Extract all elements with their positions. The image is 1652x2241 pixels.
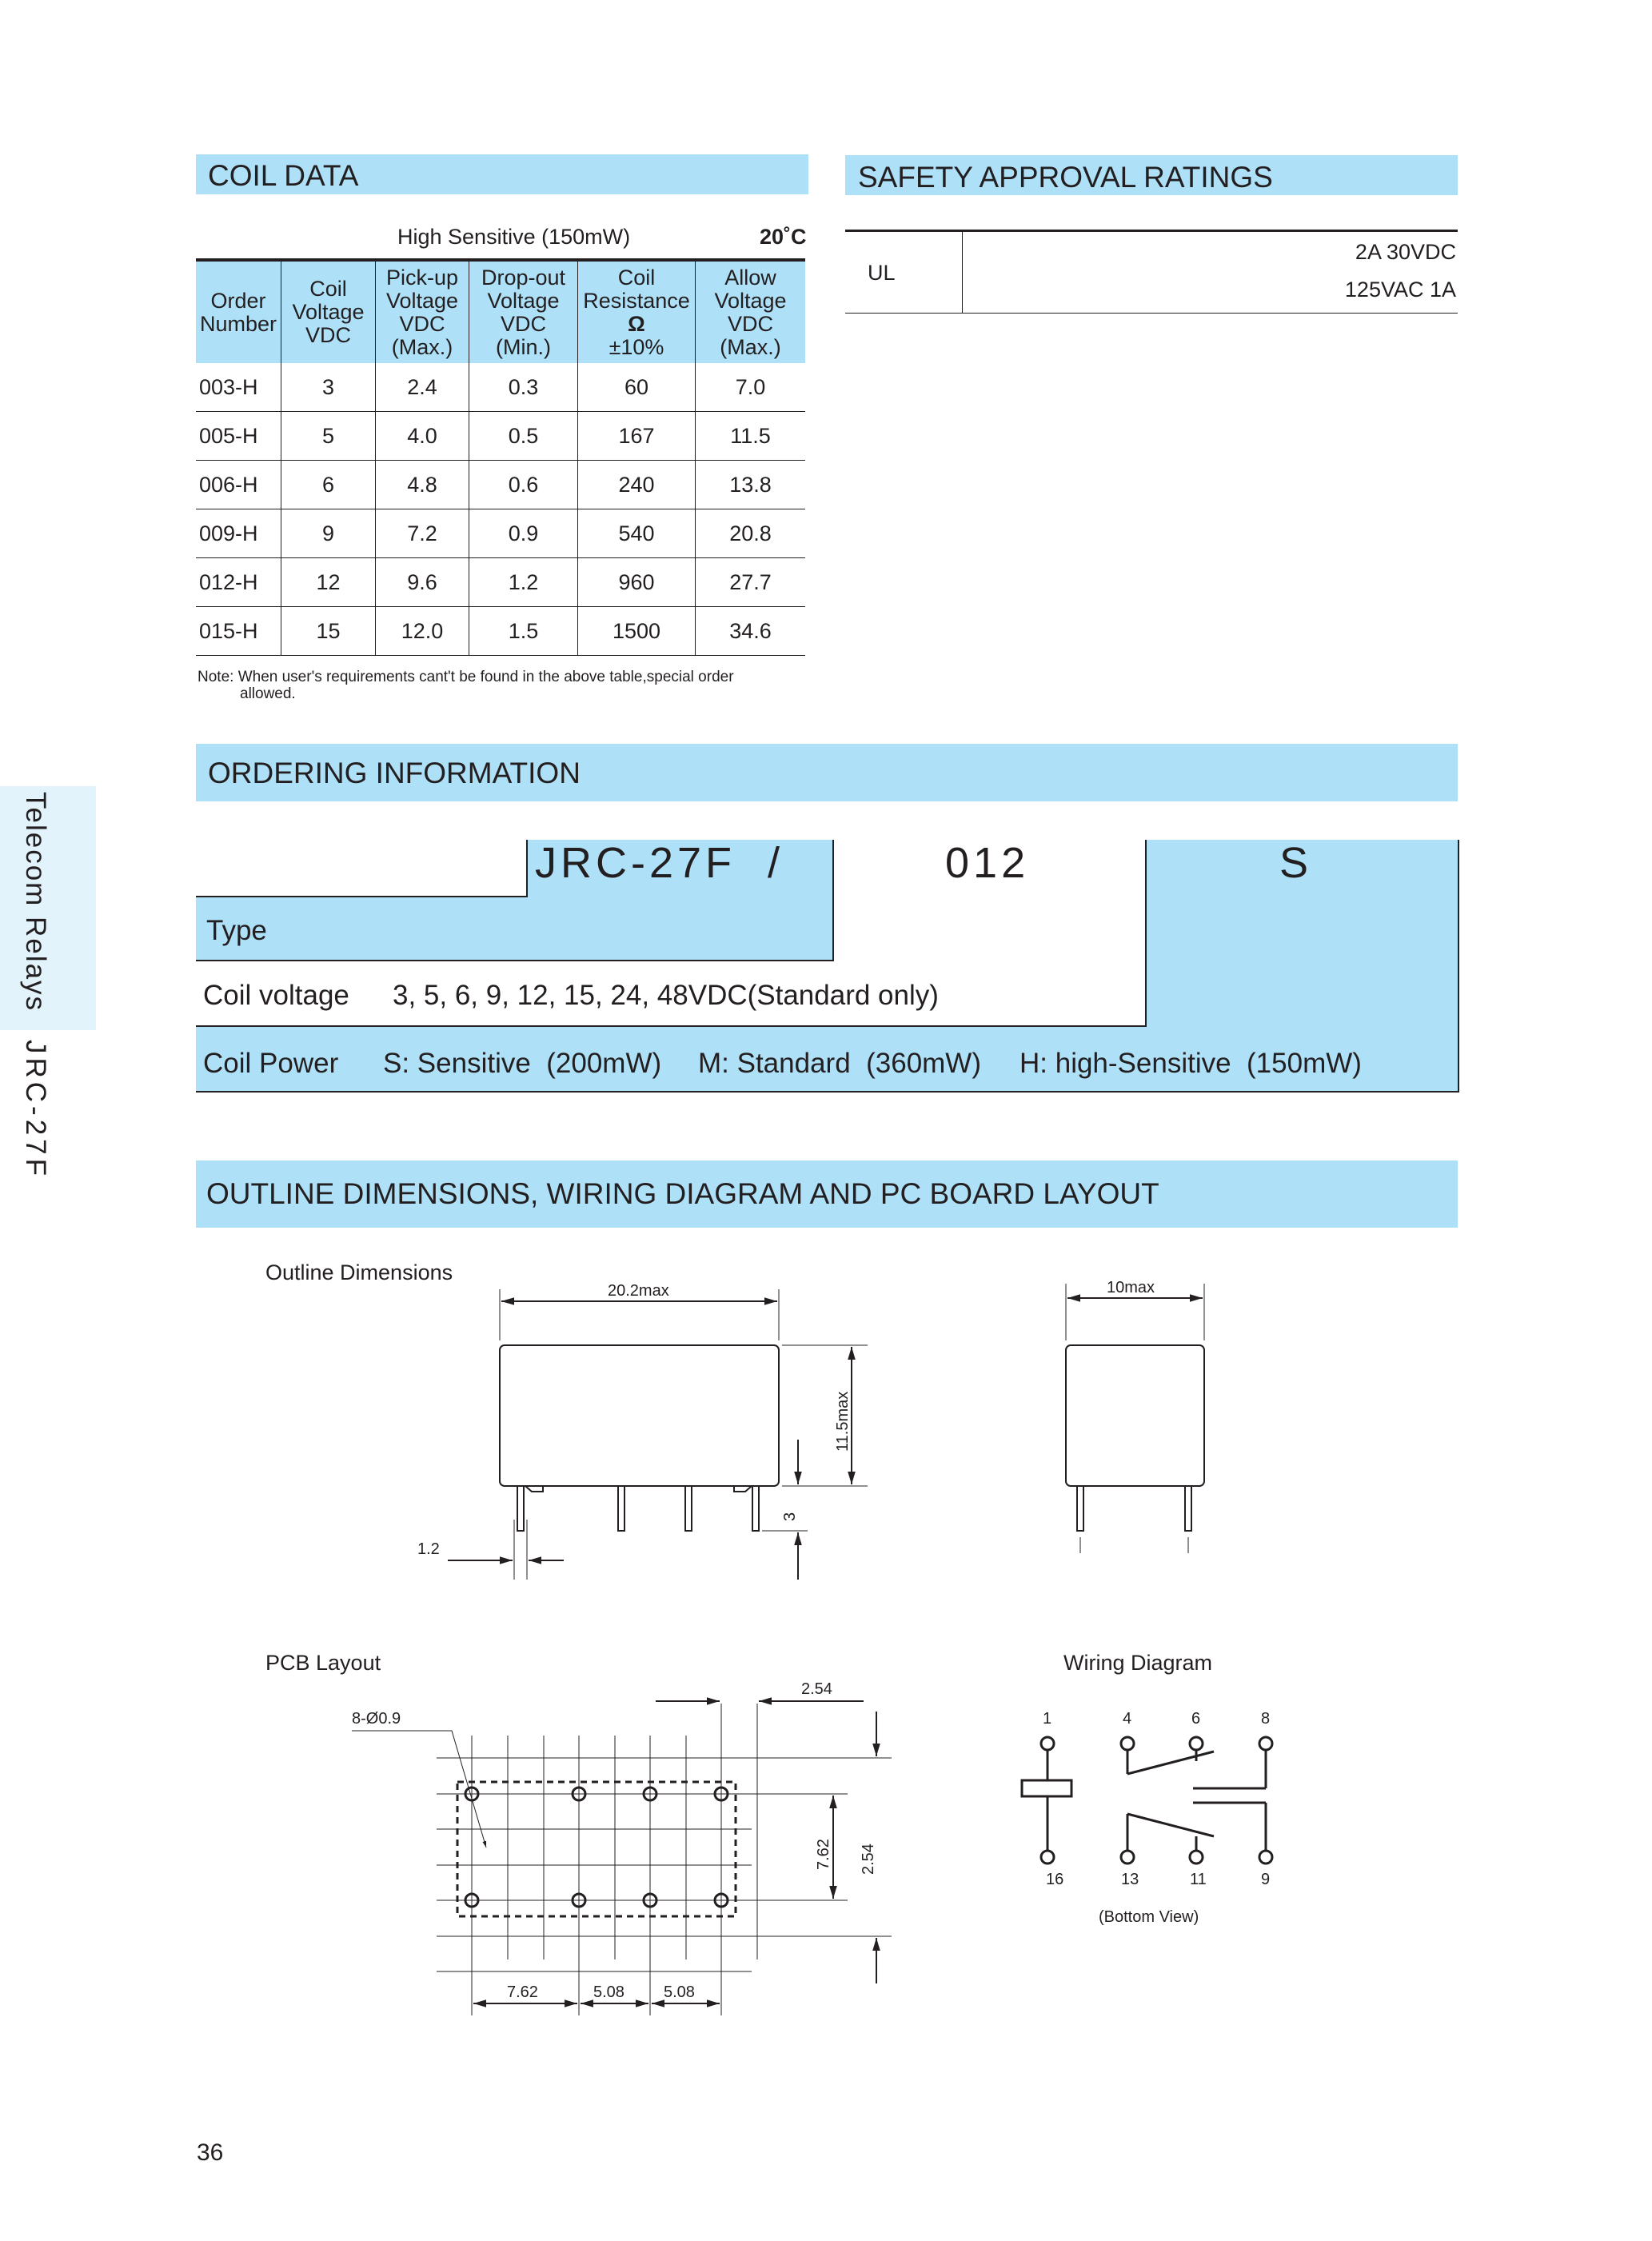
pin-top-1: 1 bbox=[1043, 1710, 1052, 1728]
cell-order-number: 012-H bbox=[196, 558, 281, 607]
part-model: JRC-27F / bbox=[535, 839, 784, 887]
power-box-left bbox=[1145, 840, 1147, 1027]
pin-1-shoulder bbox=[525, 1486, 543, 1492]
pin-bottom-16: 16 bbox=[1046, 1871, 1064, 1888]
cell-coil-voltage: 12 bbox=[281, 558, 376, 607]
pcb-pitch-top: 2.54 bbox=[801, 1680, 832, 1698]
coil-power-m: M: Standard (360mW) bbox=[698, 1048, 981, 1079]
coil-voltage-label: Coil voltage bbox=[203, 980, 349, 1011]
pin-top-6: 6 bbox=[1191, 1710, 1201, 1728]
table-row bbox=[196, 363, 805, 412]
cell-coil-voltage: 6 bbox=[281, 461, 376, 509]
coil-note-line1: Note: When user's requirements cant't be found in the above table,special order bbox=[198, 669, 734, 685]
table-row bbox=[196, 461, 805, 509]
power-box-right bbox=[1458, 840, 1459, 1093]
cell-resistance: 240 bbox=[578, 461, 696, 509]
safety-rule-bottom bbox=[845, 313, 1458, 314]
safety-rating-2: 125VAC 1A bbox=[1344, 278, 1456, 302]
pin-2 bbox=[618, 1486, 624, 1531]
cell-allow: 7.0 bbox=[696, 363, 806, 412]
table-row bbox=[196, 412, 805, 461]
cell-allow: 13.8 bbox=[696, 461, 806, 509]
coil-voltage-value: 3, 5, 6, 9, 12, 15, 24, 48VDC(Standard only) bbox=[393, 980, 939, 1011]
cell-pickup: 7.2 bbox=[376, 509, 469, 558]
part-voltage: 012 bbox=[945, 839, 1030, 887]
outline-title: OUTLINE DIMENSIONS, WIRING DIAGRAM AND PC BOARD LAYOUT bbox=[206, 1177, 1159, 1210]
table-row bbox=[196, 607, 805, 656]
pin-bottom-13: 13 bbox=[1121, 1871, 1139, 1888]
wiring-label: Wiring Diagram bbox=[1063, 1651, 1213, 1675]
cell-dropout: 0.5 bbox=[469, 412, 578, 461]
pcb-hole-label: 8-Ø0.9 bbox=[352, 1710, 401, 1728]
cell-order-number: 009-H bbox=[196, 509, 281, 558]
table-row bbox=[196, 509, 805, 558]
cell-dropout: 0.9 bbox=[469, 509, 578, 558]
dim-height: 11.5max bbox=[834, 1391, 852, 1452]
cell-allow: 27.7 bbox=[696, 558, 806, 607]
pin-top-4: 4 bbox=[1123, 1710, 1132, 1728]
coil-note-line2: allowed. bbox=[240, 685, 296, 702]
cell-order-number: 003-H bbox=[196, 363, 281, 412]
header-dropout-voltage: Drop-out Voltage VDC (Min.) bbox=[469, 260, 578, 363]
type-box-bottom bbox=[196, 960, 833, 961]
type-box-right bbox=[832, 840, 834, 961]
pcb-pitch-side: 2.54 bbox=[860, 1844, 877, 1875]
pin-bottom-11: 11 bbox=[1190, 1871, 1207, 1888]
coil-table-header bbox=[196, 260, 805, 363]
safety-agency: UL bbox=[868, 261, 896, 285]
pcb-row-spacing: 7.62 bbox=[815, 1839, 832, 1870]
cell-order-number: 005-H bbox=[196, 412, 281, 461]
part-power: S bbox=[1279, 839, 1309, 887]
cell-allow: 11.5 bbox=[696, 412, 806, 461]
cell-pickup: 2.4 bbox=[376, 363, 469, 412]
coil-data-title: COIL DATA bbox=[208, 159, 359, 192]
cell-dropout: 0.3 bbox=[469, 363, 578, 412]
type-box-edge bbox=[526, 840, 528, 897]
bottom-view-label: (Bottom View) bbox=[1099, 1908, 1199, 1926]
pcb-dim-b: 5.08 bbox=[593, 1983, 624, 2001]
cell-pickup: 9.6 bbox=[376, 558, 469, 607]
outline-drawings bbox=[0, 1232, 1652, 2031]
cell-pickup: 4.8 bbox=[376, 461, 469, 509]
pcb-holes bbox=[465, 1788, 728, 1907]
header-allow-voltage: Allow Voltage VDC (Max.) bbox=[696, 260, 806, 363]
sidebar-model-text: JRC-27F bbox=[20, 1040, 51, 1180]
coil-power-s: S: Sensitive (200mW) bbox=[383, 1048, 662, 1079]
wiring-diagram bbox=[1022, 1737, 1272, 1864]
header-coil-resistance: Coil Resistance Ω ±10% bbox=[578, 260, 696, 363]
cell-resistance: 960 bbox=[578, 558, 696, 607]
pin-top-8: 8 bbox=[1261, 1710, 1271, 1728]
cell-resistance: 1500 bbox=[578, 607, 696, 656]
pin-4-shoulder bbox=[734, 1486, 752, 1492]
pin-1 bbox=[517, 1486, 524, 1531]
page-number: 36 bbox=[197, 2139, 224, 2166]
cell-coil-voltage: 15 bbox=[281, 607, 376, 656]
pin-end-left bbox=[1077, 1486, 1083, 1531]
cell-order-number: 006-H bbox=[196, 461, 281, 509]
header-coil-voltage: Coil Voltage VDC bbox=[281, 260, 376, 363]
cell-resistance: 60 bbox=[578, 363, 696, 412]
relay-body-end bbox=[1066, 1345, 1204, 1486]
cell-pickup: 12.0 bbox=[376, 607, 469, 656]
pin-4 bbox=[752, 1486, 759, 1531]
pcb-label: PCB Layout bbox=[265, 1651, 381, 1675]
cell-coil-voltage: 3 bbox=[281, 363, 376, 412]
cell-coil-voltage: 9 bbox=[281, 509, 376, 558]
pcb-outline bbox=[457, 1782, 736, 1916]
safety-rule-top bbox=[845, 230, 1458, 232]
pin-3 bbox=[685, 1486, 692, 1531]
cell-dropout: 0.6 bbox=[469, 461, 578, 509]
cell-order-number: 015-H bbox=[196, 607, 281, 656]
coil-power-rule bbox=[196, 1091, 1459, 1093]
coil-power-label: Coil Power bbox=[203, 1048, 339, 1079]
cell-resistance: 167 bbox=[578, 412, 696, 461]
pin-end-right bbox=[1185, 1486, 1191, 1531]
cell-coil-voltage: 5 bbox=[281, 412, 376, 461]
relay-body-side bbox=[500, 1345, 779, 1486]
coil-subtitle: High Sensitive (150mW) bbox=[397, 225, 631, 249]
dim-width: 10max bbox=[1107, 1279, 1155, 1296]
type-label: Type bbox=[206, 915, 267, 946]
dim-pin-length: 3 bbox=[781, 1512, 799, 1521]
dim-pin-width: 1.2 bbox=[417, 1540, 440, 1558]
type-box-lower bbox=[196, 897, 833, 961]
safety-divider bbox=[962, 231, 963, 314]
header-pickup-voltage: Pick-up Voltage VDC (Max.) bbox=[376, 260, 469, 363]
pcb-dim-c: 5.08 bbox=[664, 1983, 695, 2001]
coil-temperature: 20˚C bbox=[760, 225, 807, 249]
cell-allow: 34.6 bbox=[696, 607, 806, 656]
cell-dropout: 1.5 bbox=[469, 607, 578, 656]
pin-bottom-9: 9 bbox=[1261, 1871, 1271, 1888]
cell-dropout: 1.2 bbox=[469, 558, 578, 607]
pcb-dim-a: 7.62 bbox=[507, 1983, 538, 2001]
table-row bbox=[196, 558, 805, 607]
coil-data-table bbox=[196, 258, 805, 656]
safety-title: SAFETY APPROVAL RATINGS bbox=[858, 161, 1273, 194]
header-order-number: Order Number bbox=[196, 260, 281, 363]
outline-label: Outline Dimensions bbox=[265, 1260, 453, 1284]
cell-resistance: 540 bbox=[578, 509, 696, 558]
cell-allow: 20.8 bbox=[696, 509, 806, 558]
safety-rating-1: 2A 30VDC bbox=[1355, 240, 1456, 264]
sidebar-tab-text: Telecom Relays bbox=[20, 792, 51, 1013]
type-rule bbox=[196, 896, 528, 897]
dim-length: 20.2max bbox=[608, 1282, 669, 1300]
cell-pickup: 4.0 bbox=[376, 412, 469, 461]
ordering-title: ORDERING INFORMATION bbox=[208, 757, 581, 789]
coil-symbol bbox=[1022, 1780, 1071, 1796]
coil-power-h: H: high-Sensitive (150mW) bbox=[1020, 1048, 1362, 1079]
